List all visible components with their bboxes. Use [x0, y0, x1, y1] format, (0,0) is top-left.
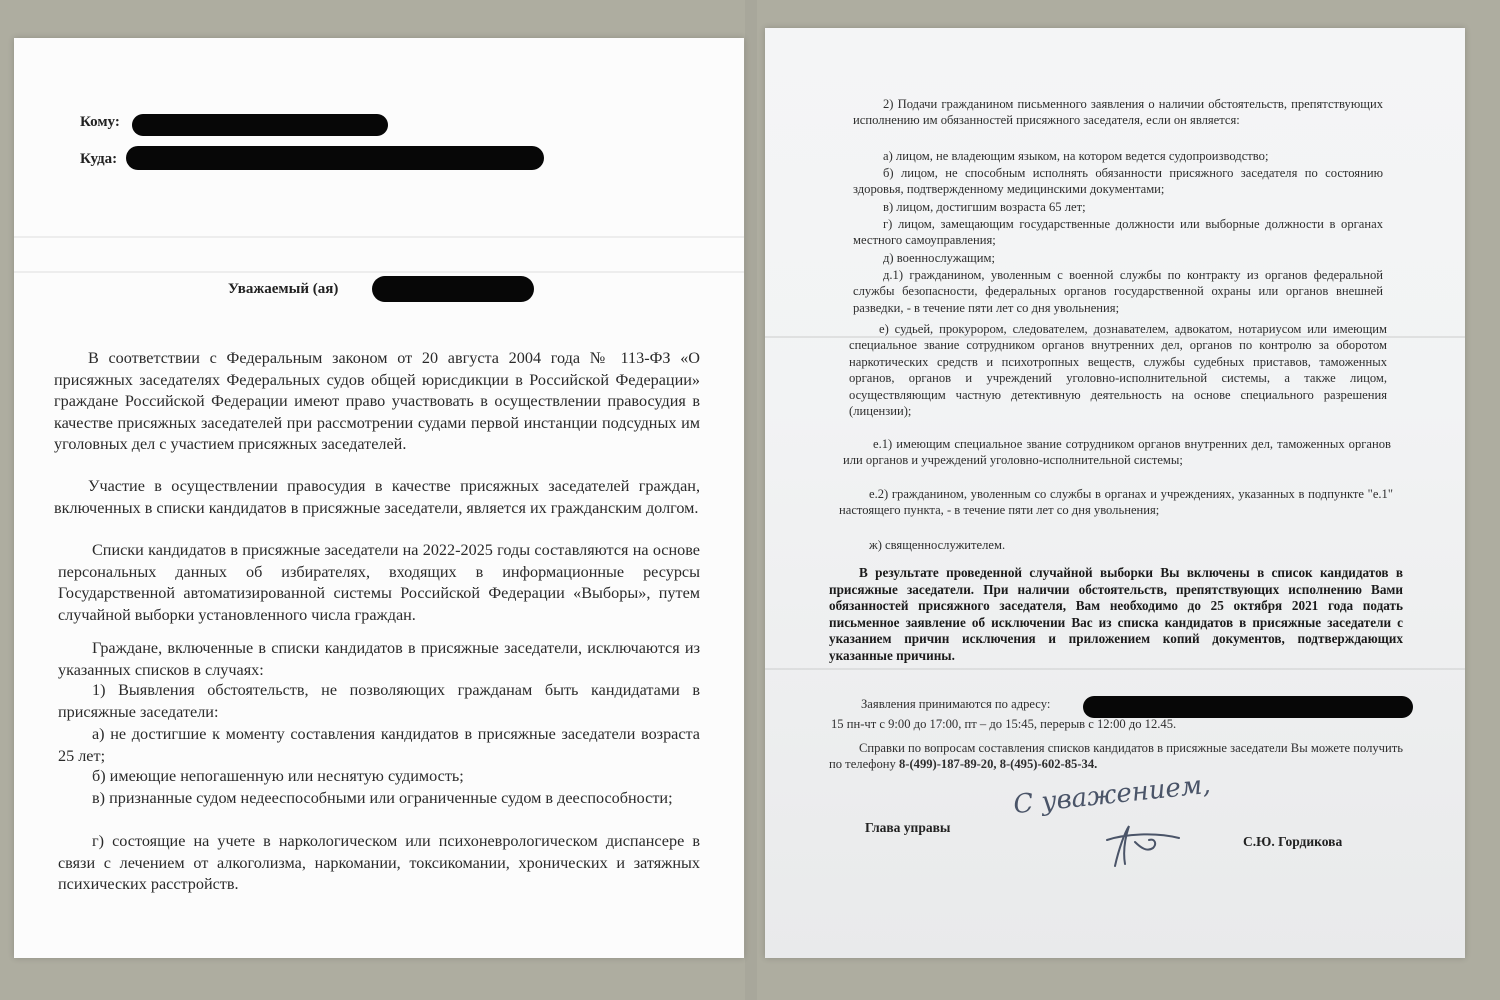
exclusion-item-2f2: е.2) гражданином, уволенным со службы в органах и учреждениях, указанных в подпункте "е.1" настоящего пункта, - в течение пяти лет со дня увольнения;	[839, 487, 1393, 518]
address-redaction	[126, 146, 544, 170]
exclusion-item-2a: а) лицом, не владеющим языком, на котором ведется судопроизводство;	[883, 149, 1269, 163]
exclusion-item-1b: б) имеющие непогашенную или неснятую судимость;	[92, 767, 464, 785]
handwritten-regards: С уважением,	[1011, 769, 1212, 821]
exclusion-item-1c: в) признанные судом недееспособными или ограниченные судом в дееспособности;	[92, 789, 673, 807]
civic-duty-paragraph: Участие в осуществлении правосудия в качестве присяжных заседателей граждан, включенных в списки кандидатов в присяжные заседатели, является их гражданским долгом.	[54, 477, 700, 517]
exclusion-item-2e: д) военнослужащим;	[883, 251, 995, 265]
paper-crease	[765, 668, 1465, 670]
address-label: Куда:	[80, 151, 118, 167]
exclusion-intro: Граждане, включенные в списки кандидатов в присяжные заседатели, исключаются из указанных списков в случаях:	[58, 639, 700, 679]
paper-crease	[14, 236, 744, 238]
paper-crease	[14, 271, 744, 273]
address-info-label: Заявления принимаются по адресу:	[861, 697, 1051, 711]
exclusion-item-2: 2) Подачи гражданином письменного заявления о наличии обстоятельств, препятствующих исполнению им обязанностей присяжного заседателя, если он является:	[853, 97, 1383, 128]
phone-numbers: 8-(499)-187-89-20, 8-(495)-602-85-34.	[898, 757, 1098, 772]
intro-paragraph: В соответствии с Федеральным законом от 20 августа 2004 года № 113-ФЗ «О присяжных заседателях Федеральных судов общей юрисдикции в Российской Федерации» граждане Российской Федерации имеют право участвовать в осуществлении правосудия в качестве присяжных заседателей при рассмотрении судами первой инстанции подсудных им уголовных дел с участием присяжных заседателей.	[54, 349, 700, 453]
address-info-redaction	[1083, 696, 1413, 718]
exclusion-item-1: 1) Выявления обстоятельств, не позволяющих гражданам быть кандидатами в присяжные заседатели:	[58, 681, 700, 721]
letter-page-2	[765, 28, 1465, 958]
photo-divider	[745, 0, 757, 1000]
name-redaction	[372, 276, 534, 302]
exclusion-item-2c: в) лицом, достигшим возраста 65 лет;	[883, 200, 1086, 214]
office-hours: 15 пн-чт с 9:00 до 17:00, пт – до 15:45, перерыв с 12:00 до 12.45.	[831, 717, 1177, 731]
exclusion-item-2d1: д.1) гражданином, уволенным с военной службы по контракту из органов федеральной службы безопасности, федеральных органов государственной охраны или органов внешней разведки, - в течение пяти лет со дня увольнения;	[853, 268, 1383, 315]
exclusion-item-1d: г) состоящие на учете в наркологическом или психоневрологическом диспансере в связи с лечением от алкоголизма, наркомании, токсикомании, хронических и затяжных психических расстройств.	[58, 832, 700, 893]
inquiries-paragraph	[829, 740, 1403, 773]
exclusion-item-2b: б) лицом, не способным исполнять обязанности присяжного заседателя по состоянию здоровья, подтвержденному медицинскими документами;	[853, 166, 1383, 197]
lists-paragraph: Списки кандидатов в присяжные заседатели на 2022-2025 годы составляются на основе персональных данных об избирателях, входящих в информационные ресурсы Государственной автоматизированной системы Российской Федерации «Выборы», путем случайной выборки установленного числа граждан.	[58, 541, 700, 624]
recipient-redaction	[132, 114, 388, 136]
inquiries-text: Справки по вопросам составления списков кандидатов в присяжные заседатели Вы можете получить по телефону	[829, 741, 1403, 772]
exclusion-item-2d: г) лицом, замещающим государственные должности или выборные должности в органах местного самоуправления;	[853, 217, 1383, 248]
letter-page-1	[14, 38, 744, 958]
signature-icon	[1095, 818, 1195, 878]
exclusion-item-2f: е) судьей, прокурором, следователем, дознавателем, адвокатом, нотариусом или имеющим специальное звание сотрудником органов внутренних дел, органов по контролю за оборотом наркотических средств и психотропных веществ, службы судебных приставов, таможенных органов, органов и учреждений уголовно-исполнительной системы, а также лицом, осуществляющим частную детективную деятельность на основе специального разрешения (лицензии);	[849, 322, 1387, 419]
recipient-label: Кому:	[80, 114, 120, 130]
signer-name: С.Ю. Гордикова	[1243, 834, 1343, 849]
exclusion-item-2g: ж) священнослужителем.	[869, 538, 1006, 552]
greeting: Уважаемый (ая)	[228, 281, 339, 297]
selection-notice: В результате проведенной случайной выборки Вы включены в список кандидатов в присяжные заседатели. При наличии обстоятельств, препятствующих исполнению Вами обязанностей присяжного заседателя, Вам необходимо до 25 октября 2021 года подать письменное заявление об исключении Вас из списка кандидатов в присяжные заседатели с указанием причин исключения и приложением копий документов, подтверждающих указанные причины.	[829, 565, 1403, 663]
exclusion-item-2f1: е.1) имеющим специальное звание сотрудником органов внутренних дел, таможенных органов или органов и учреждений уголовно-исполнительной системы;	[843, 437, 1391, 468]
signer-title: Глава управы	[865, 820, 951, 835]
exclusion-item-1a: а) не достигшие к моменту составления кандидатов в присяжные заседатели возраста 25 лет;	[58, 725, 700, 765]
